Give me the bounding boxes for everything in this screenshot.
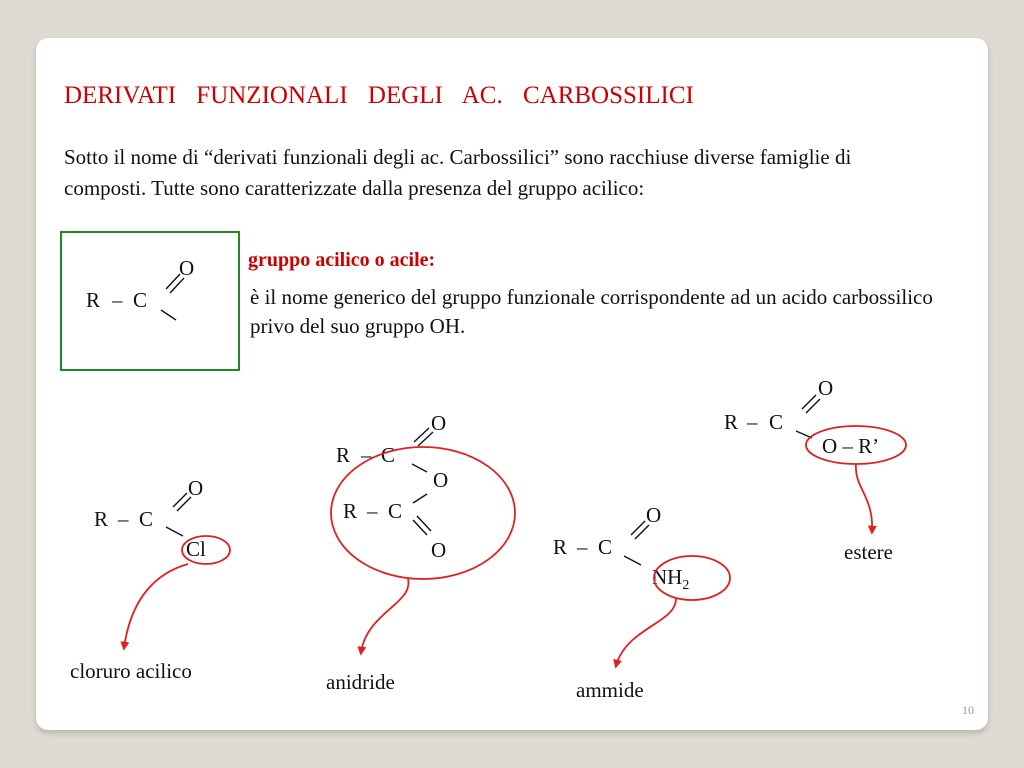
acyl-single-bond — [161, 310, 176, 320]
anhydride-o1: O — [431, 411, 447, 435]
ester-group: O – R’ — [822, 434, 880, 458]
amide-o: O — [646, 503, 662, 527]
amide-arrow — [616, 599, 676, 666]
anhydride-double-bond1-b — [418, 432, 433, 446]
chloride-c: C — [139, 507, 154, 531]
ester-r: R — [724, 410, 739, 434]
anhydride-double-bond2-b — [417, 516, 431, 531]
ester-highlight — [806, 426, 906, 464]
amide-double-bond-b — [635, 525, 649, 539]
chloride-dash: – — [118, 507, 129, 531]
anhydride-bridge-bond2 — [413, 494, 427, 503]
acyl-double-bond-b — [170, 278, 184, 293]
acyl-double-bond-a — [166, 274, 180, 289]
anhydride-bridge-o: O — [433, 468, 449, 492]
chloride-double-bond-a — [173, 493, 187, 507]
ester-dash: – — [747, 410, 758, 434]
ester-double-bond-b — [806, 399, 820, 413]
anhydride-r2: R — [343, 499, 358, 523]
page-number: 10 — [962, 703, 974, 717]
amide-double-bond-a — [631, 521, 645, 535]
bonds-and-highlights — [36, 38, 988, 730]
anhydride-label: anidride — [326, 670, 395, 694]
ester-c: C — [769, 410, 784, 434]
anhydride-r1: R — [336, 443, 351, 467]
anhydride-double-bond1-a — [414, 428, 429, 442]
amide-c: C — [598, 535, 613, 559]
acyl-group-title: gruppo acilico o acile: — [248, 249, 436, 271]
slide — [36, 38, 988, 730]
anhydride-c1: C — [381, 443, 396, 467]
ester-o: O — [818, 376, 834, 400]
chloride-o: O — [188, 476, 204, 500]
ester-arrow — [856, 464, 872, 532]
anhydride-highlight — [331, 447, 515, 579]
ester-double-bond-a — [802, 395, 816, 409]
anhydride-dash1: – — [361, 443, 372, 467]
anhydride-double-bond2-a — [413, 520, 427, 535]
chloride-r: R — [94, 507, 109, 531]
acyl-r: R — [86, 288, 101, 312]
amide-r: R — [553, 535, 568, 559]
anhydride-bridge-bond1 — [412, 464, 427, 472]
anhydride-c2: C — [388, 499, 403, 523]
chloride-group: Cl — [186, 537, 206, 561]
amide-label: ammide — [576, 678, 644, 702]
chloride-highlight — [182, 536, 230, 564]
amide-dash: – — [577, 535, 588, 559]
ester-label: estere — [844, 540, 893, 564]
amide-highlight — [654, 556, 730, 600]
acyl-dash: – — [112, 288, 123, 312]
chloride-double-bond-b — [177, 497, 191, 511]
anhydride-arrow — [361, 579, 409, 653]
chloride-single-bond — [166, 527, 183, 536]
chloride-label: cloruro acilico — [70, 659, 192, 683]
acyl-o: O — [179, 256, 195, 280]
anhydride-dash2: – — [367, 499, 378, 523]
intro-paragraph: Sotto il nome di “derivati funzionali degli ac. Carbossilici” sono racchiuse diverse famiglie di composti. Tutte sono caratterizzate dalla presenza del gruppo acilico: — [64, 145, 852, 200]
chloride-arrow — [124, 564, 188, 648]
amide-single-bond — [624, 556, 641, 565]
acyl-c: C — [133, 288, 148, 312]
acyl-group-description: è il nome generico del gruppo funzionale corrispondente ad un acido carbossilico privo del suo gruppo OH. — [250, 285, 933, 338]
amide-group: $NH_2$ — [652, 565, 690, 594]
slide-title: DERIVATI FUNZIONALI DEGLI AC. CARBOSSILICI — [64, 82, 694, 109]
anhydride-o2: O — [431, 538, 447, 562]
